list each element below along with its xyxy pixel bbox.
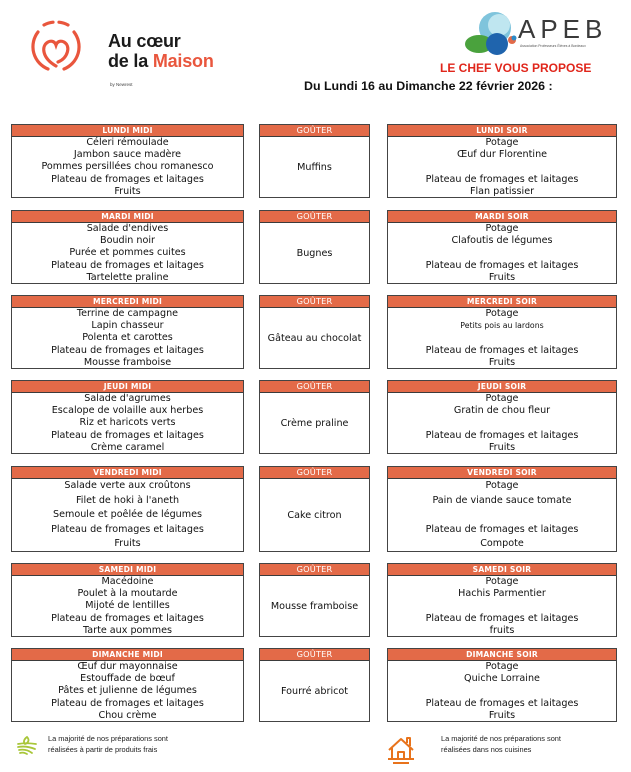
menu-item: Gratin de chou fleur (453, 405, 551, 417)
menu-item-empty (388, 600, 616, 612)
menu-item: Plateau de fromages et laitages (425, 523, 579, 535)
menu-item-empty (388, 161, 616, 173)
menu-item: Potage (485, 137, 519, 148)
meal-box-title: JEUDI MIDI (12, 381, 243, 393)
menu-item: Pommes persillées chou romanesco (41, 161, 214, 173)
menu-item: Potage (485, 480, 519, 491)
menu-item: Lapin chasseur (91, 320, 164, 332)
menu-item: Riz et haricots verts (79, 417, 176, 429)
brand-logo (22, 12, 252, 87)
menu-item: Plateau de fromages et laitages (51, 429, 204, 441)
meal-box-title: DIMANCHE SOIR (388, 649, 616, 661)
menu-item: Escalope de volaille aux herbes (51, 405, 204, 417)
menu-item: Pain de viande sauce tomate (432, 494, 572, 506)
menu-item: Purée et pommes cuites (69, 247, 186, 259)
meal-box-lundi-midi (11, 124, 244, 198)
meal-box-title: GOÛTER (260, 125, 369, 137)
meal-box-vendredi-midi (11, 466, 244, 552)
menu-period: Du Lundi 16 au Dimanche 22 février 2026 : (304, 79, 553, 93)
menu-item: Pâtes et julienne de légumes (58, 685, 197, 697)
menu-item: Poulet à la moutarde (77, 588, 178, 600)
meal-box-mardi-midi (11, 210, 244, 284)
brand-line-1: Au cœur (108, 31, 181, 51)
menu-item: Plateau de fromages et laitages (425, 344, 579, 356)
meal-box-items (260, 479, 369, 552)
meal-box-title: GOÛTER (260, 649, 369, 661)
menu-item: Fruits (114, 538, 141, 550)
brand-line-2-prefix: de la (108, 51, 153, 71)
menu-item: Petits pois au lardons (460, 321, 544, 331)
menu-item: Clafoutis de légumes (451, 235, 553, 247)
meal-box-items (260, 576, 369, 637)
menu-item: Plateau de fromages et laitages (51, 612, 204, 624)
heart-ring-logo-icon (28, 18, 84, 74)
meal-box-title: VENDREDI SOIR (388, 467, 616, 479)
menu-item: Plateau de fromages et laitages (425, 429, 579, 441)
brand-line-2 (108, 51, 214, 71)
menu-item: Fruits (488, 271, 516, 283)
meal-box-jeudi-soir (387, 380, 617, 454)
meal-box-items (12, 479, 243, 552)
menu-item: Plateau de fromages et laitages (425, 612, 579, 624)
meal-box-title: DIMANCHE MIDI (12, 649, 243, 661)
menu-item: Terrine de campagne (76, 308, 179, 319)
menu-item: Filet de hoki à l'aneth (75, 494, 180, 506)
menu-item: fruits (489, 624, 515, 636)
menu-item: Plateau de fromages et laitages (51, 173, 204, 185)
meal-box-items (388, 223, 616, 284)
menu-item: Salade d'endives (86, 223, 169, 234)
meal-box-title: MARDI MIDI (12, 211, 243, 223)
menu-item: Fruits (488, 709, 516, 721)
meal-box-title: LUNDI SOIR (388, 125, 616, 137)
meal-box-items (12, 661, 243, 722)
brand-byline: by Newrest (110, 82, 133, 87)
meal-box-mercredi-soir (387, 295, 617, 369)
meal-box-title: VENDREDI MIDI (12, 467, 243, 479)
meal-box-items (388, 576, 616, 637)
menu-item: Polenta et carottes (82, 332, 173, 344)
menu-item: Flan patissier (469, 185, 535, 197)
meal-box-items (388, 479, 616, 552)
menu-item: Semoule et poêlée de légumes (52, 509, 203, 521)
menu-item-empty (388, 508, 616, 523)
menu-item: Fruits (114, 185, 141, 197)
menu-item: Plateau de fromages et laitages (51, 344, 204, 356)
menu-item: Plateau de fromages et laitages (51, 259, 204, 271)
menu-item: Mousse framboise (270, 601, 359, 612)
footer-note-kitchen-line-2: réalisées dans nos cuisines (441, 745, 532, 754)
menu-item: Bugnes (296, 248, 333, 259)
meal-box-items (12, 308, 243, 369)
partner-name: APEB (518, 14, 608, 44)
menu-item: Plateau de fromages et laitages (425, 173, 579, 185)
menu-item-empty (388, 247, 616, 259)
menu-item: Potage (485, 308, 519, 319)
menu-item: Céleri rémoulade (86, 137, 169, 148)
meal-box-items (12, 576, 243, 637)
meal-box-items (260, 393, 369, 454)
meal-box-items (12, 137, 243, 198)
menu-item: Plateau de fromages et laitages (425, 697, 579, 709)
fresh-produce-icon (16, 735, 38, 755)
menu-item: Salade verte aux croûtons (64, 480, 191, 491)
brand-line-2-accent: Maison (152, 51, 214, 71)
meal-box-items (12, 393, 243, 454)
menu-item: Œuf dur mayonnaise (77, 661, 178, 672)
menu-item: Chou crème (98, 709, 157, 721)
menu-item: Tarte aux pommes (82, 624, 173, 636)
menu-item: Plateau de fromages et laitages (51, 697, 204, 709)
footer-note-fresh-line-1: La majorité de nos préparations sont (48, 734, 168, 743)
meal-box-dimanche-midi (11, 648, 244, 722)
meal-box-title: GOÛTER (260, 296, 369, 308)
meal-box-lundi-soir (387, 124, 617, 198)
footer-note-fresh (48, 733, 168, 755)
footer-note-kitchen-line-1: La majorité de nos préparations sont (441, 734, 561, 743)
meal-box-title: MERCREDI MIDI (12, 296, 243, 308)
meal-box-title: SAMEDI SOIR (388, 564, 616, 576)
menu-item: Plateau de fromages et laitages (425, 259, 579, 271)
menu-item: Potage (485, 223, 519, 234)
meal-box-mercredi-gouter (259, 295, 370, 369)
menu-item: Quiche Lorraine (464, 673, 540, 685)
meal-box-title: MARDI SOIR (388, 211, 616, 223)
meal-box-lundi-gouter (259, 124, 370, 198)
meal-box-jeudi-midi (11, 380, 244, 454)
menu-item: Fruits (488, 356, 516, 368)
meal-box-dimanche-gouter (259, 648, 370, 722)
menu-item: Fruits (488, 441, 516, 453)
footer-note-fresh-line-2: réalisées à partir de produits frais (48, 745, 158, 754)
menu-item: Boudin noir (100, 235, 155, 247)
meal-box-items (388, 308, 616, 369)
menu-item: Mijoté de lentilles (85, 600, 170, 612)
menu-item: Cake citron (287, 510, 342, 521)
menu-item: Jambon sauce madère (73, 149, 182, 161)
menu-item-empty (388, 685, 616, 697)
meal-box-title: JEUDI SOIR (388, 381, 616, 393)
meal-box-title: GOÛTER (260, 564, 369, 576)
meal-box-jeudi-gouter (259, 380, 370, 454)
menu-item: Crème caramel (90, 441, 165, 453)
meal-box-items (260, 308, 369, 369)
meal-box-items (388, 137, 616, 198)
menu-item: Mousse framboise (83, 356, 172, 368)
meal-box-title: LUNDI MIDI (12, 125, 243, 137)
meal-box-title: GOÛTER (260, 467, 369, 479)
menu-item: Potage (485, 576, 519, 587)
meal-box-samedi-midi (11, 563, 244, 637)
meal-box-items (388, 661, 616, 722)
menu-item: Compote (480, 538, 524, 550)
menu-item: Muffins (297, 162, 332, 173)
meal-box-mardi-soir (387, 210, 617, 284)
menu-item: Œuf dur Florentine (456, 149, 548, 161)
meal-box-items (388, 393, 616, 454)
menu-item: Gâteau au chocolat (267, 333, 362, 344)
meal-box-mardi-gouter (259, 210, 370, 284)
house-icon (385, 734, 417, 766)
meal-box-title: SAMEDI MIDI (12, 564, 243, 576)
menu-item: Hachis Parmentier (458, 588, 546, 600)
menu-item: Plateau de fromages et laitages (51, 523, 204, 535)
meal-box-title: GOÛTER (260, 211, 369, 223)
menu-item: Fourré abricot (280, 686, 349, 697)
meal-box-samedi-gouter (259, 563, 370, 637)
meal-box-title: GOÛTER (260, 381, 369, 393)
menu-item: Crème praline (280, 418, 349, 429)
menu-item: Potage (485, 661, 519, 672)
meal-box-items (260, 661, 369, 722)
meal-box-vendredi-soir (387, 466, 617, 552)
menu-item-empty (388, 417, 616, 429)
meal-box-vendredi-gouter (259, 466, 370, 552)
menu-item-empty (388, 332, 616, 344)
meal-box-dimanche-soir (387, 648, 617, 722)
footer-note-kitchen (441, 733, 561, 755)
meal-box-title: MERCREDI SOIR (388, 296, 616, 308)
menu-item: Macédoine (101, 576, 154, 587)
meal-box-items (260, 137, 369, 198)
menu-item: Potage (485, 393, 519, 404)
partner-subtitle: Association Professeurs Élèves à Bordeaux (520, 44, 586, 48)
meal-box-samedi-soir (387, 563, 617, 637)
menu-item: Tartelette praline (86, 271, 169, 283)
page-title: LE CHEF VOUS PROPOSE (440, 61, 592, 75)
meal-box-mercredi-midi (11, 295, 244, 369)
menu-item: Salade d'agrumes (84, 393, 171, 404)
menu-item: Estouffade de bœuf (80, 673, 175, 685)
brand-name (108, 31, 214, 71)
meal-box-items (12, 223, 243, 284)
meal-box-items (260, 223, 369, 284)
